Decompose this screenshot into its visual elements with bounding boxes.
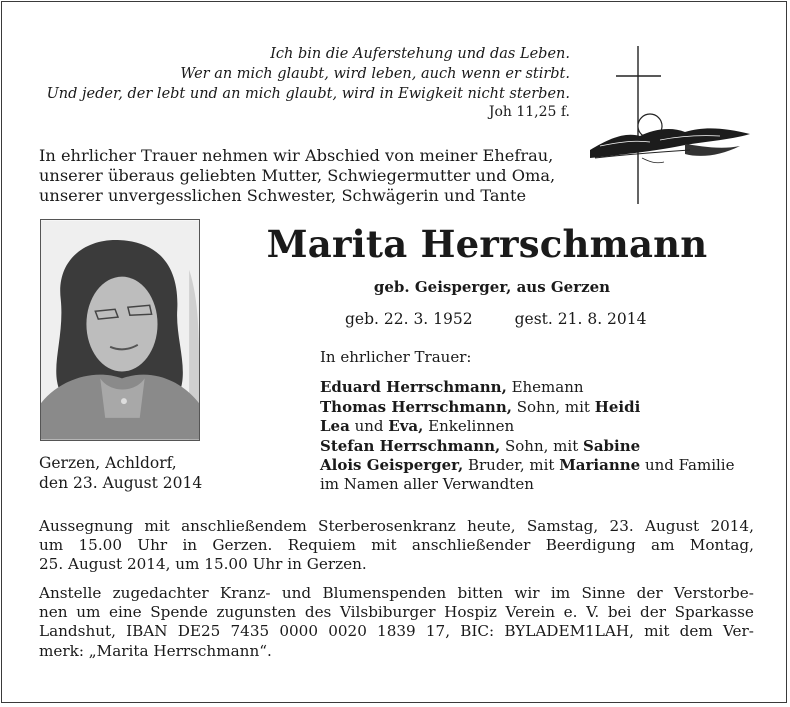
- mourner-name: Thomas Herrschmann,: [320, 397, 512, 416]
- word: anschließendem: [181, 517, 307, 535]
- donation-line: [39, 603, 754, 622]
- word: Landshut,: [39, 622, 116, 641]
- intro-line: In ehrlicher Trauer nehmen wir Abschied von meiner Ehefrau,: [39, 146, 554, 165]
- birth-date: geb. 22. 3. 1952: [345, 310, 473, 328]
- word: zugunsten: [216, 603, 297, 622]
- word: der: [636, 584, 663, 602]
- mourner-relation: Bruder, mit: [463, 456, 560, 475]
- mourner-line: [320, 398, 734, 417]
- mourner-line: [320, 378, 734, 397]
- word: am: [651, 536, 675, 555]
- mourner-name: Lea: [320, 417, 350, 436]
- word: zugedachter: [112, 584, 209, 602]
- place-date: [39, 454, 202, 493]
- quote-line: Wer an mich glaubt, wird leben, auch wenn er stirbt.: [180, 66, 570, 82]
- word: Ver-: [722, 622, 754, 641]
- word: 0000: [279, 622, 319, 641]
- mourner-name: Heidi: [594, 397, 641, 416]
- word: IBAN: [126, 622, 168, 641]
- word: Aussegnung: [39, 517, 134, 535]
- word: 23.: [609, 517, 634, 535]
- word: Beerdigung: [545, 536, 636, 555]
- word: mit: [371, 536, 397, 555]
- word: BYLADEM1LAH,: [504, 622, 634, 641]
- mourner-relation: Sohn, mit: [511, 397, 595, 416]
- word: eine: [109, 603, 142, 622]
- word: e.: [563, 603, 578, 622]
- mourner-line: [320, 475, 734, 494]
- word: in: [182, 536, 198, 555]
- mourner-relation: und: [349, 417, 389, 436]
- word: anschließender: [411, 536, 531, 555]
- mourner-name: Eduard Herrschmann,: [320, 378, 507, 397]
- mourner-name: Sabine: [582, 436, 641, 455]
- mourner-relation: Sohn, mit: [500, 436, 583, 455]
- word: Kranz-: [219, 584, 271, 602]
- mourner-relation: und Familie: [640, 456, 735, 475]
- word: Spende: [150, 603, 208, 622]
- funeral-line: [39, 517, 754, 536]
- mourner-name: Alois Geisperger,: [320, 456, 464, 475]
- word: wir: [514, 584, 540, 602]
- cross-sunset-icon: [590, 46, 752, 204]
- word: August: [644, 517, 700, 535]
- mourner-name: Marianne: [559, 456, 641, 475]
- word: 17,: [425, 622, 451, 641]
- quote-line: Ich bin die Auferstehung und das Leben.: [270, 46, 570, 62]
- word: und: [281, 584, 312, 602]
- word: Montag,: [689, 536, 754, 555]
- word: mit: [144, 517, 170, 535]
- intro-line: unserer unvergesslichen Schwester, Schwägerin und Tante: [39, 186, 527, 205]
- quote-line: Und jeder, der lebt und an mich glaubt, wird in Ewigkeit nicht sterben.: [46, 86, 570, 102]
- word: Verstorbe-: [673, 584, 754, 602]
- word: der: [640, 603, 667, 622]
- word: 0020: [328, 622, 367, 641]
- word: um: [39, 536, 64, 555]
- birth-name: geb. Geisperger, aus Gerzen: [373, 278, 611, 296]
- mourner-name: Eva,: [388, 417, 424, 436]
- word: Hospiz: [444, 603, 497, 622]
- word: nen: [39, 603, 68, 622]
- word: des: [304, 603, 332, 622]
- mourner-name: Stefan Herrschmann,: [320, 436, 501, 455]
- word: Sterberosenkranz: [318, 517, 456, 535]
- word: mit: [644, 622, 670, 641]
- bible-quote: [47, 44, 570, 104]
- mourner-relation: Ehemann: [506, 378, 584, 397]
- mourner-relation: im Namen aller Verwandten: [320, 475, 534, 494]
- intro-text: [39, 146, 555, 206]
- word: bei: [607, 603, 632, 622]
- word: heute,: [467, 517, 516, 535]
- donation-line: [39, 584, 754, 603]
- word: bitten: [457, 584, 504, 602]
- word: Sparkasse: [674, 603, 754, 622]
- place-text: Gerzen, Achldorf,: [39, 454, 177, 472]
- word: 15.00: [78, 536, 122, 555]
- portrait-photo: [40, 219, 200, 441]
- life-dates: [345, 310, 647, 328]
- mourners-heading: In ehrlicher Trauer:: [320, 348, 472, 366]
- donation-request: [39, 584, 754, 661]
- mourner-line: [320, 437, 734, 456]
- deceased-name: Marita Herrschmann: [266, 222, 708, 266]
- word: Blumenspenden: [322, 584, 447, 602]
- obituary-notice: [1, 1, 787, 703]
- funeral-line: [39, 536, 754, 555]
- quote-reference: Joh 11,25 f.: [488, 104, 570, 120]
- mourner-line: [320, 456, 734, 475]
- mourner-line: [320, 417, 734, 436]
- funeral-details: [39, 517, 754, 575]
- word: Vilsbiburger: [339, 603, 436, 622]
- word: Requiem: [287, 536, 356, 555]
- intro-line: unserer überaus geliebten Mutter, Schwiegermutter und Oma,: [39, 166, 556, 185]
- funeral-line: 25. August 2014, um 15.00 Uhr in Gerzen.: [39, 555, 367, 574]
- word: Uhr: [137, 536, 168, 555]
- word: Verein: [505, 603, 555, 622]
- word: V.: [586, 603, 600, 622]
- word: 7435: [230, 622, 270, 641]
- word: Samstag,: [526, 517, 599, 535]
- word: 1839: [377, 622, 416, 641]
- word: Sinne: [581, 584, 626, 602]
- word: im: [550, 584, 571, 602]
- death-date: gest. 21. 8. 2014: [514, 310, 647, 328]
- word: um: [76, 603, 101, 622]
- mourner-relation: Enkelinnen: [423, 417, 515, 436]
- word: Gerzen.: [212, 536, 273, 555]
- word: 2014,: [710, 517, 754, 535]
- donation-line: [39, 622, 754, 641]
- word: Anstelle: [39, 584, 102, 602]
- word: BIC:: [460, 622, 495, 641]
- date-text: den 23. August 2014: [39, 473, 203, 492]
- donation-line: merk: „Marita Herrschmann“.: [39, 641, 272, 660]
- mourners-list: [320, 348, 734, 495]
- word: DE25: [177, 622, 221, 641]
- word: dem: [679, 622, 713, 641]
